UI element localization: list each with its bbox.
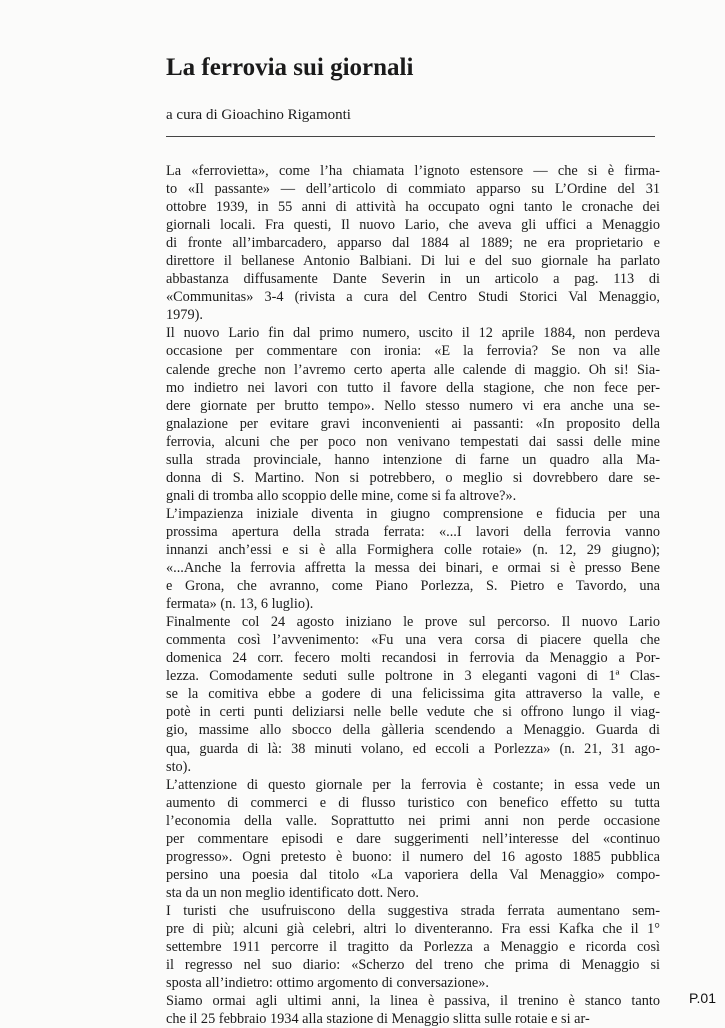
body-line: gio, massime allo sbocco della gàlleria scendendo a Menaggio. Guarda di (166, 722, 660, 739)
body-line: occasione per commentare con ironia: «E la ferrovia? Se non va alle (166, 343, 660, 360)
body-line: domenica 24 corr. fecero molti recandosi in ferrovia da Menaggio a Por- (166, 650, 660, 667)
body-line: «Communitas» 3-4 (rivista a cura del Centro Studi Storici Val Menaggio, (166, 289, 660, 306)
article-title: La ferrovia sui giornali (166, 54, 414, 81)
body-line: calende greche non l’avremo certo aperta alle calende di maggio. Oh si! Sia- (166, 361, 660, 378)
body-line: donna di S. Martino. Non si potrebbero, o meglio si dovrebbero dare se- (166, 469, 660, 486)
article-body (166, 162, 660, 1028)
body-line: prossima apertura della strada ferrata: «...I lavori della ferrovia vanno (166, 523, 660, 540)
body-line: innanzi anch’essi e si è alla Formighera colle rotaie» (n. 12, 29 giugno); (166, 541, 660, 558)
body-line: Siamo ormai agli ultimi anni, la linea è passiva, il trenino è stanco tanto (166, 993, 660, 1010)
body-line: dere giornate per brutto tempo». Nello stesso numero vi era anche una se- (166, 397, 660, 414)
page-number: P.01 (689, 990, 716, 1006)
body-line: ferrovia, alcuni che per poco non venivano tempestati dai sassi delle mine (166, 433, 660, 450)
body-line: lezza. Comodamente seduti sulle poltrone in 3 eleganti vagoni di 1ª Clas- (166, 668, 660, 685)
body-line: L’impazienza iniziale diventa in giugno comprensione e fiducia per una (166, 505, 660, 522)
body-line: persino una poesia dal titolo «La vaporiera della Val Menaggio» compo- (166, 866, 660, 883)
body-line: sulla strada provinciale, hanno intenzione di farne un quadro alla Ma- (166, 451, 660, 468)
body-line: «...Anche la ferrovia affretta la messa dei binari, e ormai si è presso Bene (166, 560, 660, 577)
body-line: aumento di commerci e di flusso turistico con benefico effetto su tutta (166, 794, 660, 811)
body-line: se la comitiva ebbe a godere di una felicissima gita attraverso la valle, e (166, 686, 660, 703)
body-line: per commentare episodi e dare suggerimenti nell’interesse del «continuo (166, 830, 660, 847)
body-line: direttore il bellanese Antonio Balbiani. Di lui e del suo giornale ha parlato (166, 253, 660, 270)
body-line: fermata» (n. 13, 6 luglio). (166, 596, 314, 613)
body-line: gnalazione per evitare gravi inconvenienti ai passanti: «In proposito della (166, 415, 660, 432)
body-line: progresso». Ogni pretesto è buono: il numero del 16 agosto 1885 pubblica (166, 848, 660, 865)
body-line: sto). (166, 758, 192, 775)
body-line: I turisti che usufruiscono della suggestiva strada ferrata aumentano sem- (166, 902, 660, 919)
body-line: gnali di tromba allo scoppio delle mine, come si fa altrove?». (166, 487, 517, 504)
body-line: che il 25 febbraio 1934 alla stazione di Menaggio slitta sulle rotaie e si ar- (166, 1011, 590, 1028)
body-line: 1979). (166, 307, 203, 324)
body-line: sposta all’indietro: ottimo argomento di conversazione». (166, 975, 489, 992)
body-line: ottobre 1939, in 55 anni di attività ha occupato ogni tanto le cronache dei (166, 199, 660, 216)
body-line: abbastanza diffusamente Dante Severin in un articolo a pag. 113 di (166, 271, 660, 288)
title-divider (166, 136, 655, 137)
body-line: Il nuovo Lario fin dal primo numero, uscito il 12 aprile 1884, non perdeva (166, 325, 660, 342)
body-line: il regresso nel suo diario: «Scherzo del treno che prima di Menaggio si (166, 957, 660, 974)
body-line: giornali locali. Fra questi, Il nuovo Lario, che aveva gli uffici a Menaggio (166, 217, 660, 234)
body-line: to «Il passante» — dell’articolo di commiato apparso su L’Ordine del 31 (166, 181, 660, 198)
body-line: mo indietro nei lavori con tutto il favore della stagione, che non fece per- (166, 379, 660, 396)
body-line: sta da un non meglio identificato dott. Nero. (166, 884, 419, 901)
body-line: Finalmente col 24 agosto iniziano le prove sul percorso. Il nuovo Lario (166, 614, 660, 631)
body-line: qua, guarda di là: 38 minuti volano, ed eccoli a Porlezza» (n. 21, 31 ago- (166, 740, 660, 757)
body-line: potè in certi punti deliziarsi nelle belle vedute che si offrono lungo il viag- (166, 704, 660, 721)
body-line: settembre 1911 percorre il tragitto da Porlezza a Menaggio e ricorda così (166, 939, 660, 956)
body-line: di fronte all’imbarcadero, apparso dal 1884 al 1889; ne era proprietario e (166, 235, 660, 252)
body-line: La «ferrovietta», come l’ha chiamata l’ignoto estensore — che si è firma- (166, 163, 660, 179)
body-line: L’attenzione di questo giornale per la ferrovia è costante; in essa vede un (166, 776, 660, 793)
body-line: commenta così l’avvenimento: «Fu una vera corsa di piacere quella che (166, 632, 660, 649)
body-line: e Grona, che avranno, come Piano Porlezza, S. Pietro e Tavordo, una (166, 578, 660, 595)
body-line: l’economia della valle. Soprattutto nei primi anni non perde occasione (166, 812, 660, 829)
body-line: pre di più; alcuni già celebri, altri lo diventeranno. Fra essi Kafka che il 1° (166, 920, 660, 937)
article-byline: a cura di Gioachino Rigamonti (166, 107, 351, 123)
